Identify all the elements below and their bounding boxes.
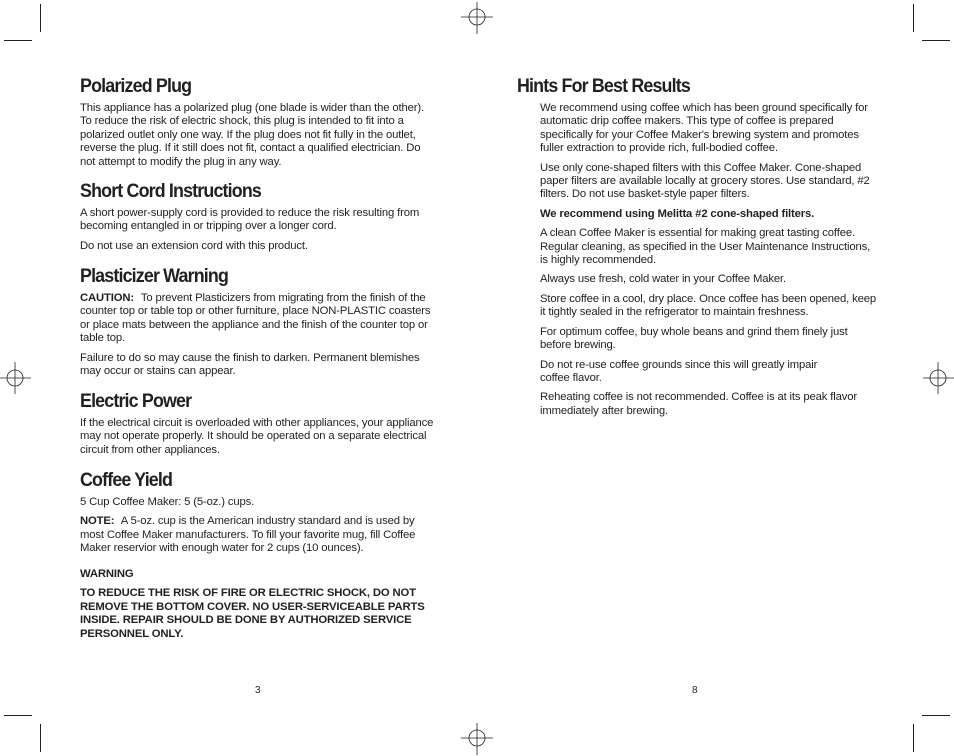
electric-power-heading: Electric Power [80, 391, 192, 412]
plasticizer-section [80, 266, 436, 378]
crop-mark [4, 715, 32, 716]
polarized-plug-body: This appliance has a polarized plug (one blade is wider than the other). To reduce the risk of electric shock, this plug is intended to fit into a polarized outlet only one way. If the plug does not fit fully in the outlet, reverse the plug. If it still does not fit, contact a qualified electrician. Do not attempt to modify the plug in any way. [80, 102, 425, 168]
registration-mark-icon [0, 358, 32, 398]
polarized-plug-heading: Polarized Plug [80, 76, 192, 97]
registration-mark-icon [922, 358, 954, 398]
hint-paragraph: A clean Coffee Maker is essential for making great tasting coffee. Regular cleaning, as specified in the User Maintenance Instructions, is highly recommended. [540, 227, 871, 267]
short-cord-heading: Short Cord Instructions [80, 181, 261, 202]
note-text: A 5-oz. cup is the American industry standard and is used by most Coffee Maker manufacturers. To fill your favorite mug, fill Coffee Maker reservior with enough water for 2 cups (10 ounces). [80, 515, 416, 555]
short-cord-p1: A short power-supply cord is provided to reduce the risk resulting from becoming entangled in or tripping over a longer cord. [80, 207, 420, 233]
hints-heading: Hints For Best Results [517, 76, 690, 97]
page-number-right: 8 [692, 685, 698, 696]
hint-paragraph: Do not re-use coffee grounds since this will greatly impair coffee flavor. [540, 358, 818, 384]
crop-mark [40, 4, 41, 32]
short-cord-section [80, 181, 436, 253]
hint-paragraph-bold: We recommend using Melitta #2 cone-shaped filters. [540, 207, 815, 220]
coffee-yield-p1: 5 Cup Coffee Maker: 5 (5-oz.) cups. [80, 496, 255, 508]
hint-paragraph: Use only cone-shaped filters with this Coffee Maker. Cone-shaped paper filters are available locally at grocery stores. Use standard, #2 filters. Do not use basket-style paper filters. [540, 161, 870, 201]
warning-section [80, 568, 436, 641]
registration-mark-icon [457, 0, 497, 36]
hint-paragraph: Reheating coffee is not recommended. Coffee is at its peak flavor immediately after brewing. [540, 391, 857, 417]
warning-title: WARNING [80, 568, 134, 580]
plasticizer-heading: Plasticizer Warning [80, 266, 229, 287]
coffee-yield-section [80, 470, 436, 556]
crop-mark [4, 40, 32, 41]
plasticizer-p2: Failure to do so may cause the finish to darken. Permanent blemishes may occur or stains can appear. [80, 351, 420, 378]
warning-body: TO REDUCE THE RISK OF FIRE OR ELECTRIC SHOCK, DO NOT REMOVE THE BOTTOM COVER. NO USER-SERVICEABLE PARTS INSIDE. REPAIR SHOULD BE DONE BY AUTHORIZED SERVICE PERSONNEL ONLY. [80, 587, 425, 640]
hint-paragraph: We recommend using coffee which has been ground specifically for automatic drip coffee makers. This type of coffee is prepared specifically for your Coffee Maker's brewing system and promotes fuller extraction to provide rich, full-bodied coffee. [540, 102, 868, 155]
hint-paragraph: For optimum coffee, buy whole beans and grind them finely just before brewing. [540, 325, 848, 352]
polarized-plug-section [80, 76, 436, 169]
electric-power-body: If the electrical circuit is overloaded with other appliances, your appliance may not operate properly. It should be operated on a separate electrical circuit from other appliances. [80, 417, 434, 456]
hints-section [517, 76, 877, 418]
crop-mark [913, 724, 914, 752]
electric-power-section [80, 391, 436, 457]
caution-text: To prevent Plasticizers from migrating from the finish of the counter top or table top or other furniture, place NON-PLASTIC coasters or place mats between the appliance and the finish of the counter top or table top. [80, 292, 431, 345]
short-cord-p2: Do not use an extension cord with this product. [80, 239, 308, 252]
crop-mark [922, 715, 950, 716]
crop-mark [922, 40, 950, 41]
page-number-left: 3 [255, 685, 261, 696]
crop-mark [40, 724, 41, 752]
crop-mark [913, 4, 914, 32]
caution-label: CAUTION: [80, 292, 135, 304]
hint-paragraph: Always use fresh, cold water in your Coffee Maker. [540, 273, 786, 286]
registration-mark-icon [457, 722, 497, 756]
coffee-yield-note [80, 515, 436, 555]
note-label: NOTE: [80, 515, 115, 528]
plasticizer-caution [80, 292, 436, 346]
hint-paragraph: Store coffee in a cool, dry place. Once coffee has been opened, keep it tightly sealed in the refrigerator to maintain freshness. [540, 292, 877, 319]
coffee-yield-heading: Coffee Yield [80, 470, 173, 491]
